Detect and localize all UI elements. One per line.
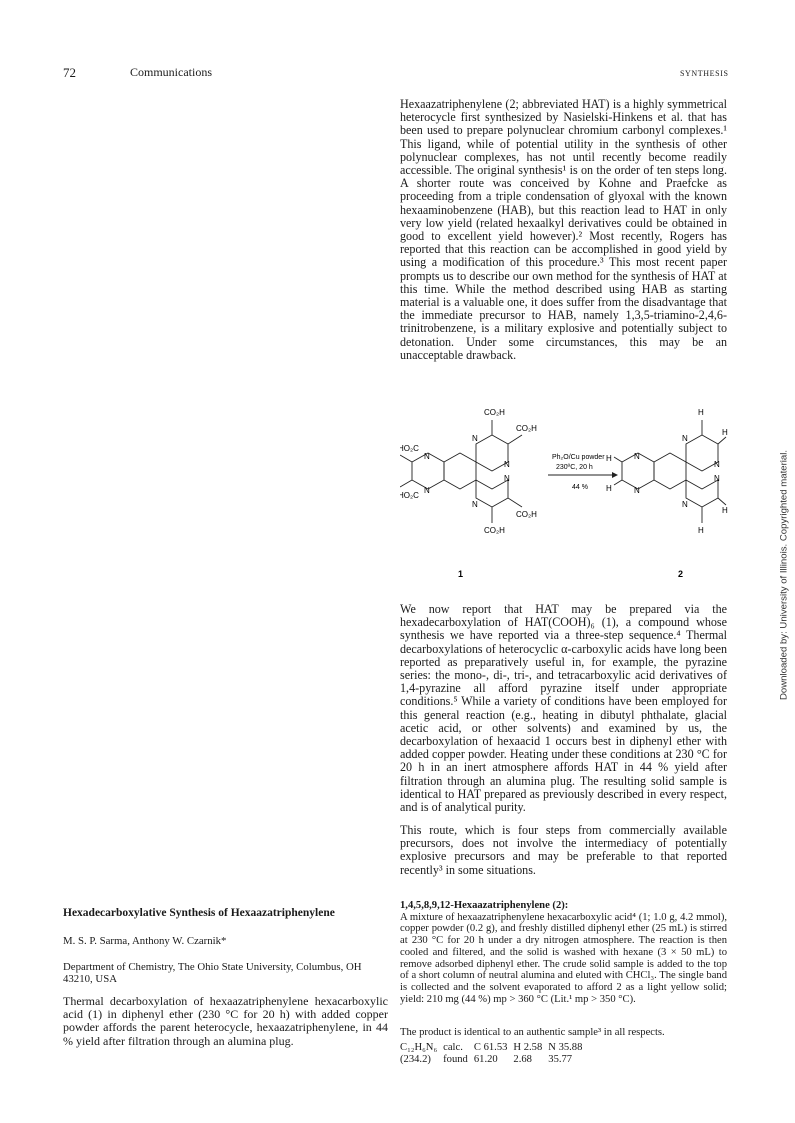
analysis-value: 2.68 xyxy=(513,1054,532,1065)
journal-name: SYNTHESIS xyxy=(680,69,729,78)
reaction-scheme xyxy=(400,395,730,585)
identical-note: The product is identical to an authentic sample³ in all respects. xyxy=(400,1027,665,1038)
intro-column xyxy=(400,98,727,362)
page-number: 72 xyxy=(63,65,76,80)
route-column xyxy=(400,824,727,877)
elemental-analysis xyxy=(400,1042,588,1066)
results-paragraph: We now report that HAT may be prepared via the hexadecarboxylation of HAT(COOH)₆ (1), a compound whose synthesis we have reported via a three-step sequence.⁴ Thermal decarboxylations of heterocyclic α-carboxylic acids have long been reported as preparatively useful in, for example, the pyrazine series: the mono-, di-, tri-, and tetracarboxylic acid derivatives of 1,4-pyrazine all afford pyrazine itself under appropriate conditions.⁵ While a variety of conditions have been employed for this general reaction (e.g., heating in dibutyl phthalate, glacial acetic acid, or other solvents) and examined by us, the decarboxylation of hexaacid 1 occurs best in diphenyl ether with added copper powder. Heating under these conditions at 230 °C for 20 h in an inert atmosphere affords HAT in 44 % yield after filtration through an alumina plug. The resulting solid sample is identical to HAT prepared as previously described in every respect, and is of analytical purity. xyxy=(400,602,727,815)
compound-2-hydrogen: H xyxy=(698,526,704,535)
compound-1-nitrogen: N xyxy=(504,460,510,469)
compound-2-hydrogen: H xyxy=(722,428,728,437)
compound-1-nitrogen: N xyxy=(472,500,478,509)
experimental-section xyxy=(400,900,727,1005)
analysis-calc-label: calc. xyxy=(443,1042,463,1053)
reagent-text-1: Ph₂O/Cu powder xyxy=(552,454,605,461)
compound-2-nitrogen: N xyxy=(682,434,688,443)
compound-1-substituent: HO₂C xyxy=(400,491,419,500)
compound-2-nitrogen: N xyxy=(634,486,640,495)
compound-1-substituent: CO₂H xyxy=(516,510,537,519)
intro-paragraph: Hexaazatriphenylene (2; abbreviated HAT) is a highly symmetrical heterocycle first synthesized by Nasielski-Hinkens et al. that has been used to prepare polynuclear chromium carbonyl complexes.¹ This ligand, while of potential utility in the synthesis of other polynuclear complexes, has not until recently become readily accessible. The original synthesis¹ is on the order of ten steps long. A shorter route was conceived by Kohne and Praefcke as proceeding from a triple condensation of glyoxal with the known hexaaminobenzene (HAB), but this reaction lead to HAT in only very low yield (related hexaalkyl derivatives could be obtained in good to excellent yield however).² Most recently, Rogers has reported that this reaction can be accomplished in good yield by using a modification of this procedure.³ This most recent paper prompts us to describe our own method for the synthesis of HAT at this time. While the method described using HAB as starting material is a valuable one, it does suffer from the disadvantage that the immediate precursor to HAB, namely 1,3,5-triamino-2,4,6-trinitrobenzene, is a military explosive and potentially subject to detonation. Under some circumstances, this may be an unacceptable drawback. xyxy=(400,97,727,362)
compound-2-nitrogen: N xyxy=(682,500,688,509)
compound-2-hydrogen: H xyxy=(606,454,612,463)
analysis-value: 35.77 xyxy=(548,1054,573,1065)
compound-2-nitrogen: N xyxy=(714,474,720,483)
experimental-paragraph: A mixture of hexaazatriphenylene hexacarboxylic acid⁴ (1; 1.0 g, 4.2 mmol), copper powder (0.2 g), and freshly distilled diphenyl ether (25 mL) is stirred at 230 °C for 20 h under a dry nitrogen atmosphere. The reaction is then cooled and filtered, and the solid is washed with hexane (3 × 50 mL) to remove adsorbed diphenyl ether. The crude solid sample is added to the top of a short column of neutral alumina and eluted with CHCl₃. The single band is collected and the solvent evaporated to afford 2 as a light yellow solid; yield: 210 mg (44 %) mp > 360 °C (Lit.¹ mp > 350 °C). xyxy=(400,911,727,1005)
yield-text: 44 % xyxy=(572,484,588,491)
experimental-title: 1,4,5,8,9,12-Hexaazatriphenylene (2): xyxy=(400,900,569,911)
analysis-value: 61.20 xyxy=(473,1054,498,1065)
compound-2-hydrogen: H xyxy=(606,484,612,493)
analysis-formula: C₁₂H₆N₆ xyxy=(400,1042,438,1053)
compound-2-structure xyxy=(614,420,726,523)
compound-2-label: 2 xyxy=(678,569,684,579)
compound-2-hydrogen: H xyxy=(698,408,704,417)
compound-1-substituent: CO₂H xyxy=(484,526,505,535)
compound-1-substituent: HO₂C xyxy=(400,444,419,453)
compound-1-nitrogen: N xyxy=(424,452,430,461)
results-column xyxy=(400,603,727,814)
analysis-mw: (234.2) xyxy=(400,1054,431,1065)
compound-1-substituent: CO₂H xyxy=(516,424,537,433)
analysis-value: H 2.58 xyxy=(513,1042,543,1053)
section-label: Communications xyxy=(130,65,212,79)
compound-1-structure xyxy=(400,420,522,523)
compound-1-label: 1 xyxy=(458,569,464,579)
abstract-authors: M. S. P. Sarma, Anthony W. Czarnik* xyxy=(63,935,227,947)
compound-2-nitrogen: N xyxy=(634,452,640,461)
analysis-found-label: found xyxy=(443,1054,468,1065)
compound-1-nitrogen: N xyxy=(424,486,430,495)
abstract-text: Thermal decarboxylation of hexaazatriphenylene hexacarboxylic acid (1) in diphenyl ether (230 °C for 20 h) with added copper powder affords the parent heterocycle, hexaazatriphenylene, in 44 % yield after filtration through an alumina plug. xyxy=(63,994,388,1048)
compound-2-hydrogen: H xyxy=(722,506,728,515)
analysis-value: C 61.53 xyxy=(473,1042,508,1053)
compound-2-nitrogen: N xyxy=(714,460,720,469)
compound-1-nitrogen: N xyxy=(504,474,510,483)
reaction-arrowhead xyxy=(612,472,618,478)
download-watermark: Downloaded by: University of Illinois. Copyrighted material. xyxy=(778,449,790,701)
compound-1-substituent: CO₂H xyxy=(484,408,505,417)
abstract-title: Hexadecarboxylative Synthesis of Hexaazatriphenylene xyxy=(63,907,335,919)
reagent-text-2: 230ºC, 20 h xyxy=(556,464,593,471)
route-paragraph: This route, which is four steps from commercially available precursors, does not involve the intermediacy of potentially explosive precursors and may be preferable to that reported recently³ in some situations. xyxy=(400,823,727,877)
compound-1-nitrogen: N xyxy=(472,434,478,443)
analysis-value: N 35.88 xyxy=(548,1042,583,1053)
abstract-affiliation: Department of Chemistry, The Ohio State University, Columbus, OH 43210, USA xyxy=(63,961,362,985)
